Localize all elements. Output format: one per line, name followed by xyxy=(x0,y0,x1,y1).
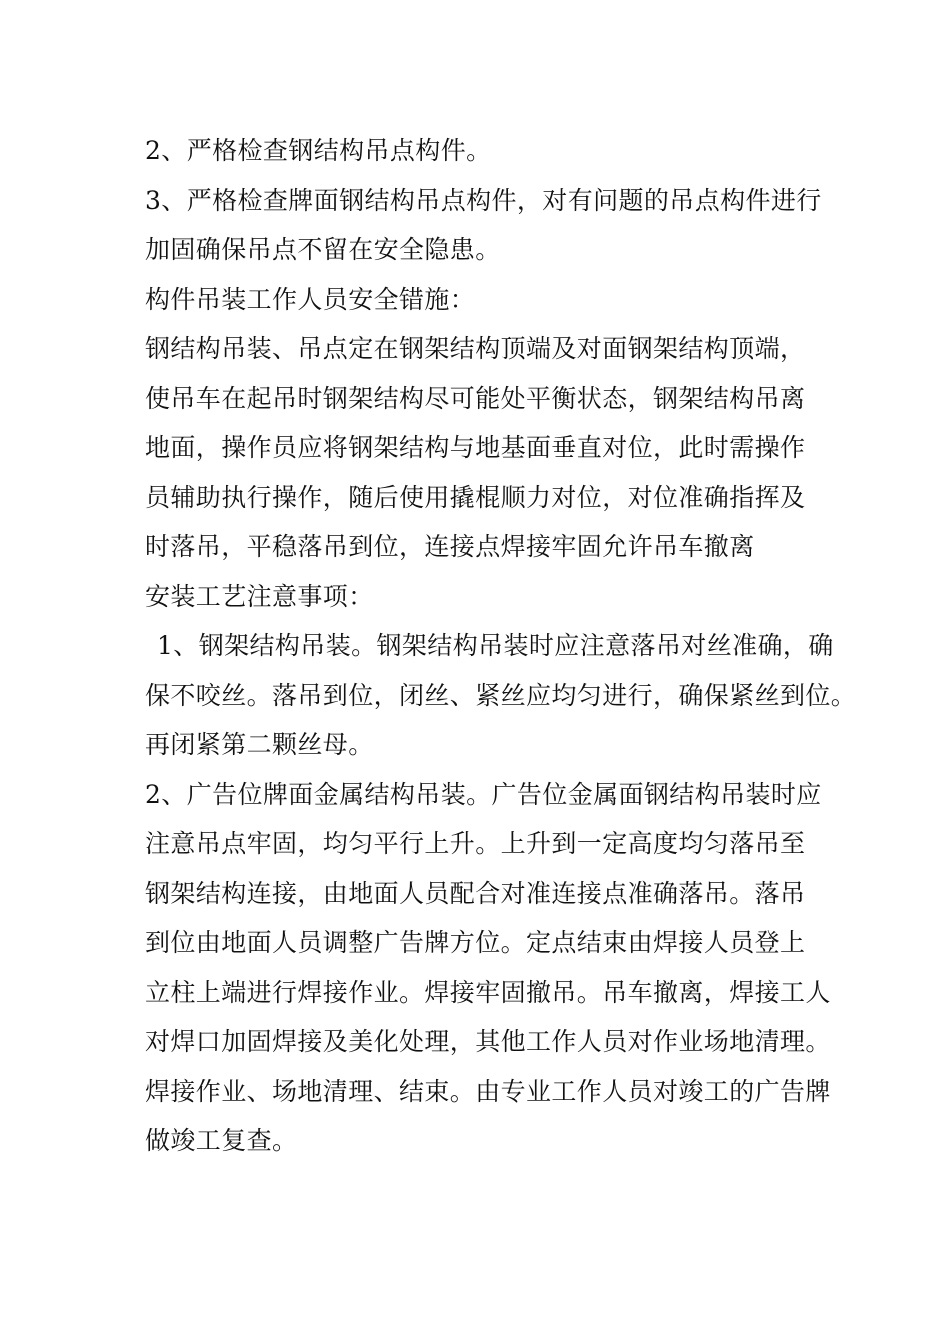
paragraph-line: 地面，操作员应将钢架结构与地基面垂直对位，此时需操作 xyxy=(145,433,806,462)
paragraph-line: 立柱上端进行焊接作业。焊接牢固撤吊。吊车撤离，焊接工人 xyxy=(145,977,831,1007)
paragraph-line: 员辅助执行操作，随后使用撬棍顺力对位，对位准确指挥及 xyxy=(145,482,806,512)
section-heading: 构件吊装工作人员安全错施： xyxy=(145,284,476,314)
paragraph-line: 再闭紧第二颗丝母。 xyxy=(145,730,374,759)
document-body xyxy=(145,126,857,1166)
paragraph-line: 保不咬丝。落吊到位，闭丝、紧丝应均匀进行，确保紧丝到位。 xyxy=(145,680,857,710)
paragraph-line: 1、钢架结构吊装。钢架结构吊装时应注意落吊对丝准确，确 xyxy=(157,631,834,660)
paragraph-line: 对焊口加固焊接及美化处理，其他工作人员对作业场地清理。 xyxy=(145,1027,831,1056)
paragraph-line: 使吊车在起吊时钢架结构尽可能处平衡状态，钢架结构吊离 xyxy=(145,383,806,413)
paragraph-line: 到位由地面人员调整广告牌方位。定点结束由焊接人员登上 xyxy=(145,928,806,957)
section-heading: 安装工艺注意事项： xyxy=(145,581,374,611)
paragraph-line: 加固确保吊点不留在安全隐患。 xyxy=(145,235,501,264)
paragraph-line: 钢架结构连接，由地面人员配合对准连接点准确落吊。落吊 xyxy=(145,878,806,908)
paragraph-line: 3、严格检查牌面钢结构吊点构件，对有问题的吊点构件进行 xyxy=(145,185,822,215)
paragraph-line: 注意吊点牢固，均匀平行上升。上升到一定高度均匀落吊至 xyxy=(145,829,806,858)
paragraph-line: 做竣工复查。 xyxy=(145,1126,298,1155)
paragraph-line: 时落吊，平稳落吊到位，连接点焊接牢固允许吊车撤离 xyxy=(145,532,755,561)
paragraph-line: 2、广告位牌面金属结构吊装。广告位金属面钢结构吊装时应 xyxy=(145,779,822,809)
paragraph-line: 2、严格检查钢结构吊点构件。 xyxy=(145,136,492,165)
paragraph-line: 焊接作业、场地清理、结束。由专业工作人员对竣工的广告牌 xyxy=(145,1076,831,1106)
paragraph-line: 钢结构吊装、吊点定在钢架结构顶端及对面钢架结构顶端， xyxy=(145,334,806,363)
